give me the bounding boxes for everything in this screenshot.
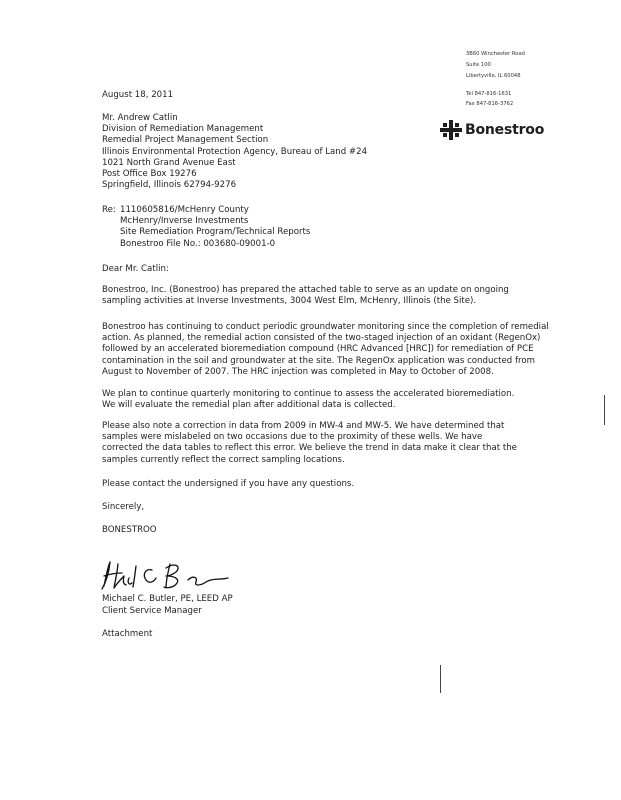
- re-label: Re:: [102, 205, 116, 215]
- paragraph-line: corrected the data tables to reflect this error. We believe the trend in data make it clear that the: [102, 443, 517, 454]
- paragraph-line: We will evaluate the remedial plan after additional data is collected.: [102, 400, 396, 411]
- scan-mark: [604, 395, 605, 425]
- company-street: 3B60 Winchester Road: [466, 51, 525, 57]
- paragraph-3: [102, 389, 514, 411]
- paragraph-line: contamination in the soil and groundwater at the site. The RegenOx application was conducted from: [102, 355, 535, 366]
- paragraph-line: Please also note a correction in data from 2009 in MW-4 and MW-5. We have determined that: [102, 421, 505, 431]
- recipient-line: Division of Remediation Management: [102, 124, 264, 135]
- company-phone: Tel 847-816-1631: [466, 91, 512, 97]
- re-line: McHenry/Inverse Investments: [120, 216, 249, 227]
- attachment-label: Attachment: [102, 629, 153, 639]
- bonestroo-logo-icon: [440, 120, 462, 140]
- company-logo: [440, 120, 544, 140]
- paragraph-line: Bonestroo, Inc. (Bonestroo) has prepared the attached table to serve as an update on ongoing: [102, 285, 509, 295]
- paragraph-line: followed by an accelerated bioremediation compound (HRC Advanced [HRC]) for remediation of PCE: [102, 344, 534, 355]
- paragraph-line: Please contact the undersigned if you have any questions.: [102, 479, 355, 489]
- paragraph-line: Bonestroo has continuing to conduct periodic groundwater monitoring since the completion of remedial: [102, 322, 549, 332]
- paragraph-line: We plan to continue quarterly monitoring to continue to assess the accelerated bioremediation.: [102, 389, 515, 399]
- paragraph-1: [102, 285, 509, 307]
- paragraph-line: samples were mislabeled on two occasions due to the proximity of these wells. We have: [102, 432, 483, 443]
- re-lines: [120, 205, 310, 250]
- re-line: 1110605816/McHenry County: [120, 205, 249, 215]
- recipient-address: [102, 113, 367, 191]
- company-fax: Fax 847-816-3762: [466, 101, 514, 107]
- signer-title: Client Service Manager: [102, 606, 202, 616]
- logo-text: Bonestroo: [465, 122, 545, 138]
- recipient-line: Mr. Andrew Catlin: [102, 113, 178, 123]
- re-line: Site Remediation Program/Technical Reports: [120, 227, 311, 238]
- company-city: Libertyville, IL 60048: [466, 73, 521, 79]
- scan-mark: [440, 665, 441, 693]
- paragraph-line: action. As planned, the remedial action consisted of the two-staged injection of an oxidant (RegenOx): [102, 333, 541, 344]
- salutation: Dear Mr. Catlin:: [102, 264, 169, 274]
- paragraph-line: August to November of 2007. The HRC injection was completed in May to October of 2008.: [102, 366, 494, 377]
- paragraph-4: [102, 421, 517, 466]
- paragraph-line: samples currently reflect the correct sampling locations.: [102, 454, 345, 465]
- re-line: Bonestroo File No.: 003680-09001-0: [120, 238, 276, 249]
- recipient-line: Remedial Project Management Section: [102, 135, 269, 146]
- closing: Sincerely,: [102, 502, 145, 512]
- letter-date: August 18, 2011: [102, 90, 174, 100]
- recipient-line: 1021 North Grand Avenue East: [102, 157, 236, 168]
- recipient-line: Illinois Environmental Protection Agency, Bureau of Land #24: [102, 146, 368, 157]
- paragraph-5: [102, 479, 354, 490]
- handwritten-signature: [96, 556, 236, 596]
- signer-name: Michael C. Butler, PE, LEED AP: [102, 594, 233, 604]
- paragraph-line: sampling activities at Inverse Investments, 3004 West Elm, McHenry, Illinois (the Site).: [102, 296, 477, 307]
- recipient-line: Post Office Box 19276: [102, 169, 197, 180]
- company-suite: Suite 100: [466, 62, 491, 68]
- recipient-line: Springfield, Illinois 62794-9276: [102, 180, 237, 191]
- company-sign: BONESTROO: [102, 525, 157, 535]
- paragraph-2: [102, 322, 549, 378]
